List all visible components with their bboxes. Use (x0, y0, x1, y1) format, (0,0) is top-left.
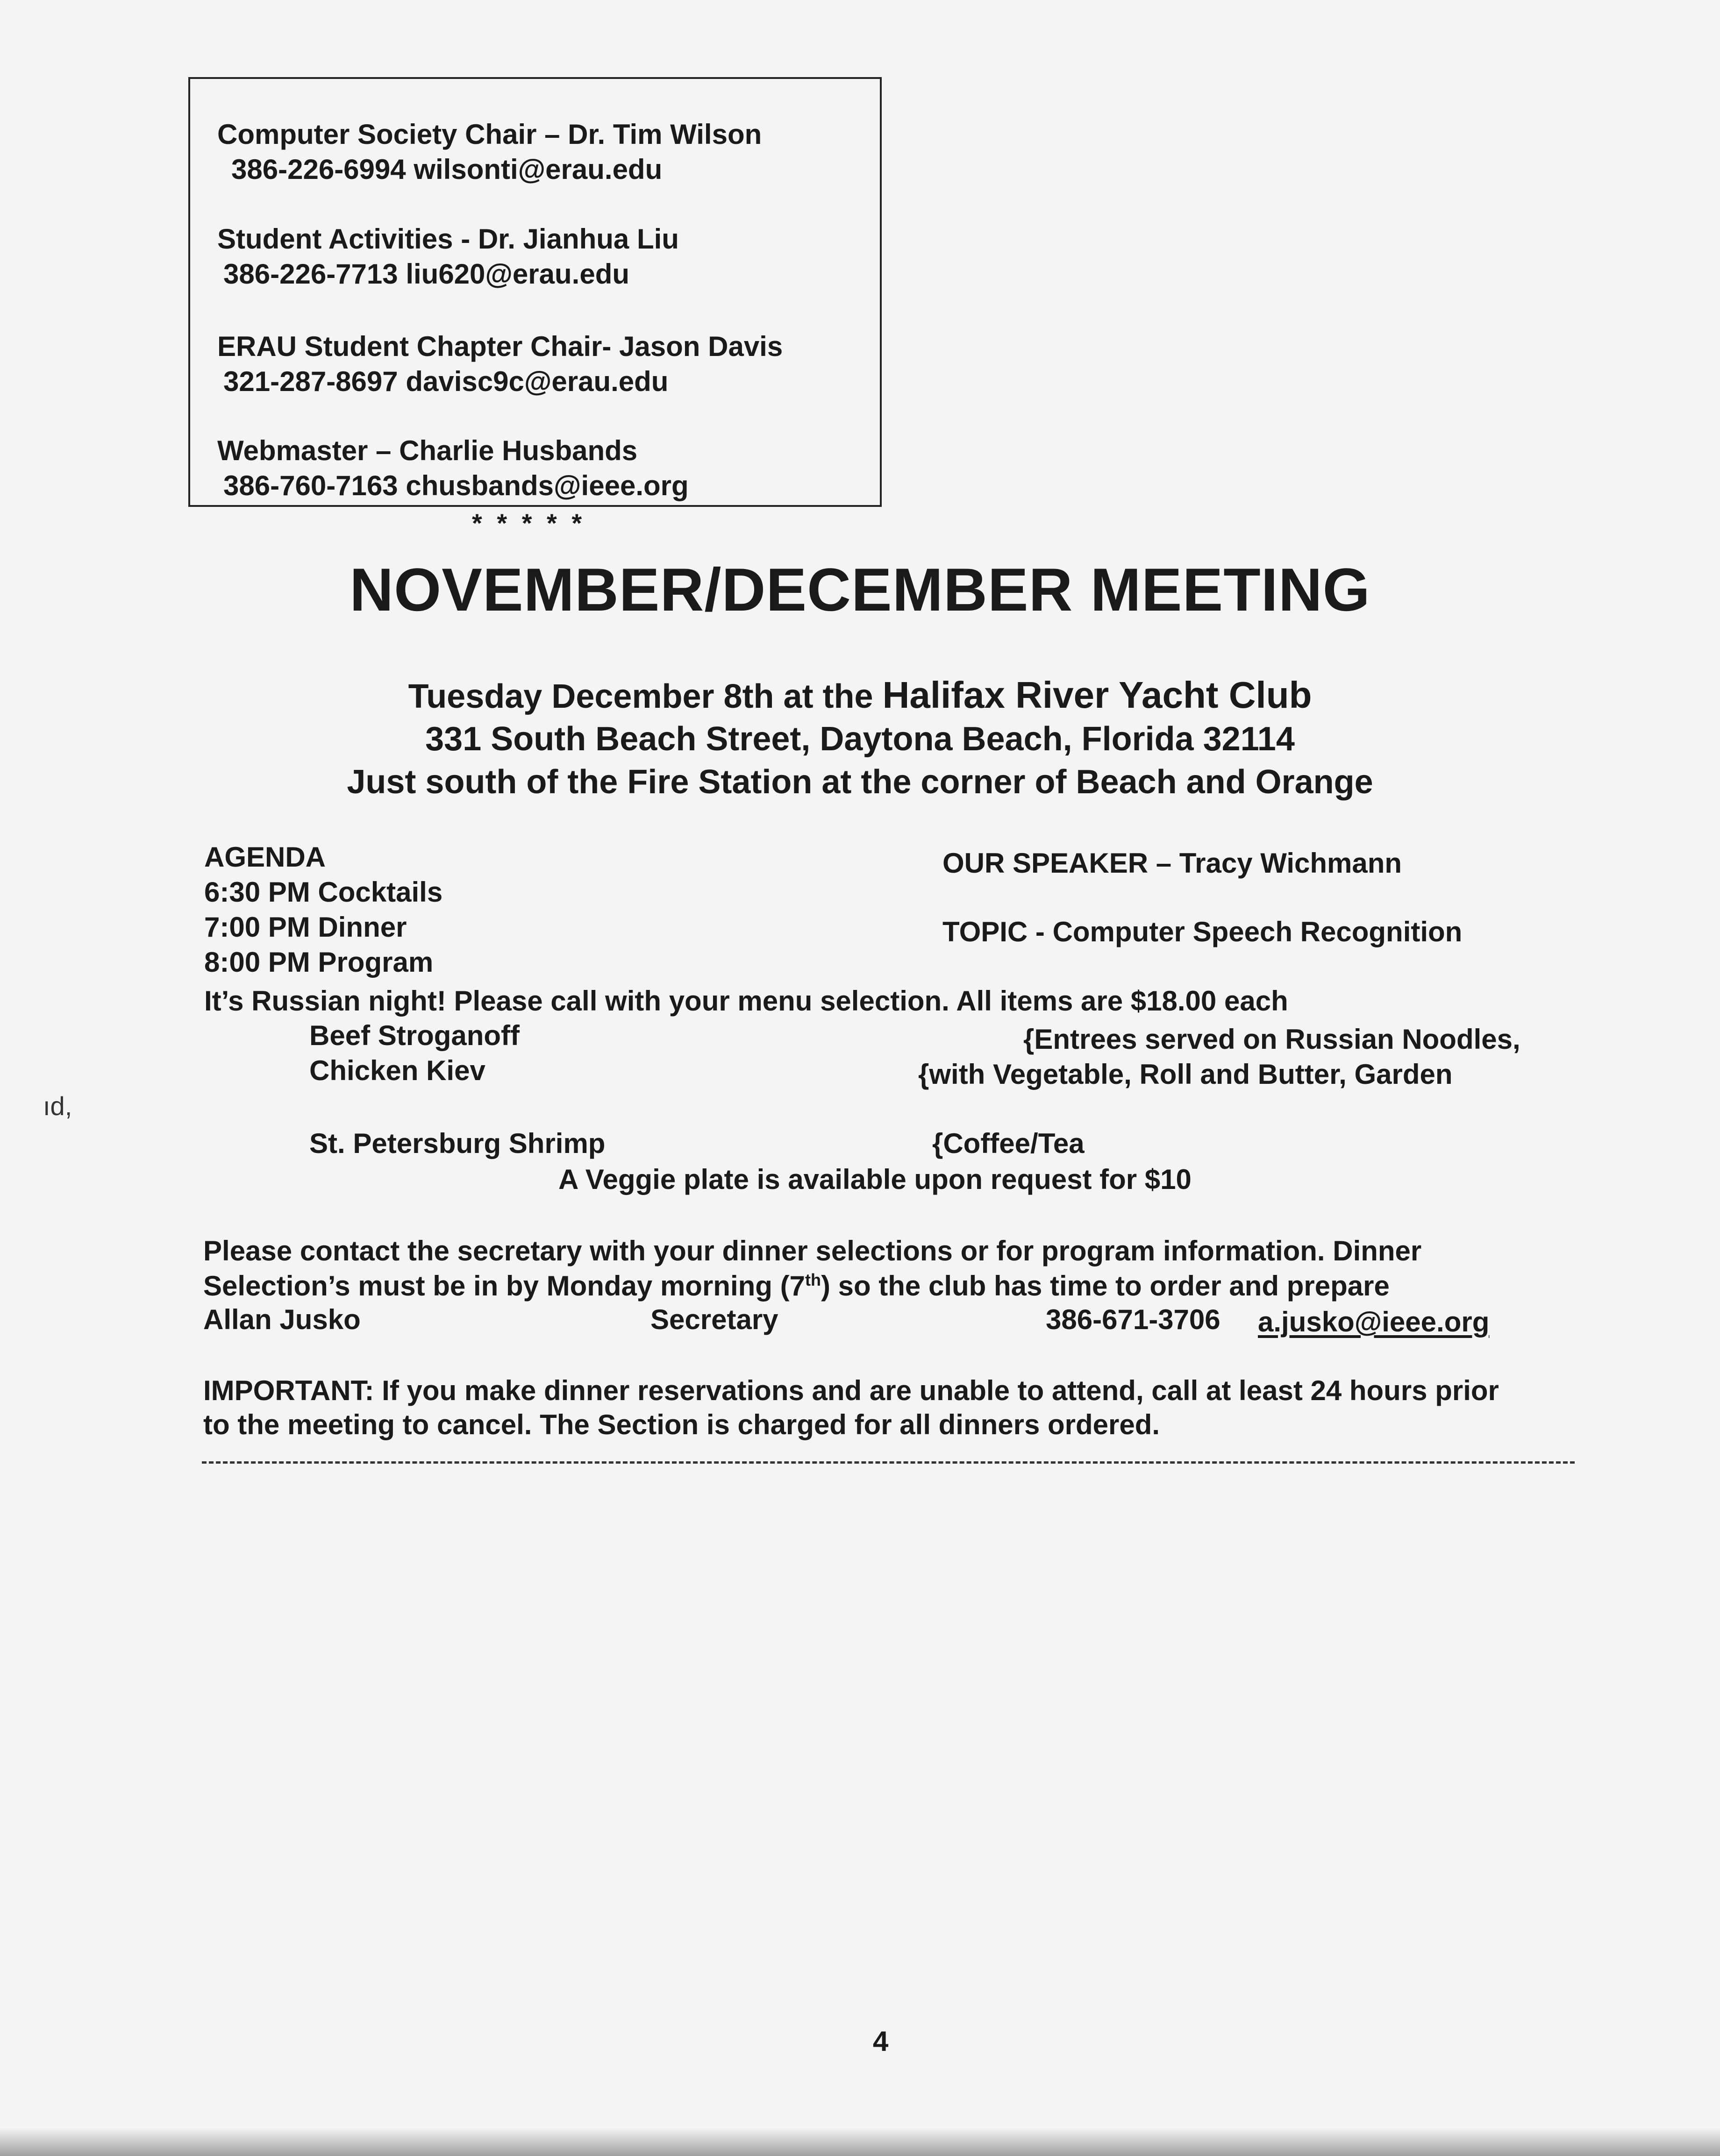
contact-detail: 321-287-8697 davisc9c@erau.edu (223, 366, 669, 397)
scan-edge-shadow (0, 2128, 1720, 2156)
margin-fragment: ıd, (43, 1091, 72, 1121)
star-separator: * * * * * (472, 508, 586, 538)
page-number: 4 (873, 2026, 889, 2057)
important-note-line: IMPORTANT: If you make dinner reservations and are unable to attend, call at least 24 hours prior (203, 1375, 1499, 1406)
veggie-note: A Veggie plate is available upon request for $10 (558, 1164, 1192, 1195)
date-text: Tuesday December 8th at the (408, 678, 883, 715)
agenda-item: 8:00 PM Program (204, 946, 434, 978)
secretary-phone: 386-671-3706 (1046, 1304, 1220, 1335)
contact-role: Computer Society Chair – Dr. Tim Wilson (217, 119, 762, 150)
secretary-title: Secretary (650, 1304, 778, 1335)
venue-name: Halifax River Yacht Club (882, 674, 1312, 716)
contact-role: ERAU Student Chapter Chair- Jason Davis (217, 331, 783, 362)
menu-note: {with Vegetable, Roll and Butter, Garden (918, 1059, 1453, 1090)
menu-note: {Entrees served on Russian Noodles, (1023, 1024, 1520, 1055)
contact-detail: 386-226-6994 wilsonti@erau.edu (231, 154, 663, 185)
menu-note: {Coffee/Tea (932, 1128, 1085, 1159)
contact-note-text: ) so the club has time to order and prepare (821, 1270, 1390, 1302)
important-note-line: to the meeting to cancel. The Section is charged for all dinners ordered. (203, 1409, 1160, 1440)
page-title: NOVEMBER/DECEMBER MEETING (350, 555, 1370, 624)
contact-note-text: Selection’s must be in by Monday morning (7 (203, 1270, 805, 1302)
menu-intro: It’s Russian night! Please call with your menu selection. All items are $18.00 each (204, 985, 1288, 1017)
date-line (0, 676, 1720, 714)
contact-role: Webmaster – Charlie Husbands (217, 435, 638, 466)
dashed-divider (202, 1461, 1575, 1464)
address-line: 331 South Beach Street, Daytona Beach, Florida 32114 (425, 720, 1295, 758)
menu-item: Beef Stroganoff (309, 1020, 520, 1051)
topic-line: TOPIC - Computer Speech Recognition (942, 916, 1463, 947)
menu-item: St. Petersburg Shrimp (309, 1128, 606, 1159)
ordinal-suffix: th (805, 1270, 821, 1289)
contact-note-line (203, 1272, 1390, 1300)
contact-detail: 386-226-7713 liu620@erau.edu (223, 258, 630, 290)
agenda-heading: AGENDA (204, 841, 326, 873)
menu-item: Chicken Kiev (309, 1055, 485, 1086)
secretary-email-link[interactable]: a.jusko@ieee.org (1258, 1306, 1490, 1338)
directions-line: Just south of the Fire Station at the corner of Beach and Orange (347, 763, 1373, 801)
contact-role: Student Activities - Dr. Jianhua Liu (217, 223, 679, 255)
contact-note-line: Please contact the secretary with your dinner selections or for program information. Dinner (203, 1235, 1422, 1267)
contact-detail: 386-760-7163 chusbands@ieee.org (223, 470, 689, 501)
secretary-name: Allan Jusko (203, 1304, 361, 1335)
agenda-item: 7:00 PM Dinner (204, 911, 407, 943)
agenda-item: 6:30 PM Cocktails (204, 876, 443, 908)
speaker-line: OUR SPEAKER – Tracy Wichmann (942, 847, 1402, 879)
